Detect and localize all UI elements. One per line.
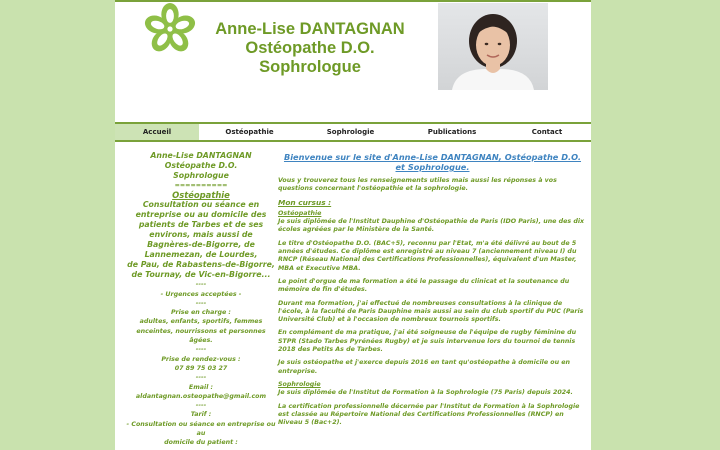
site-heading <box>207 20 413 77</box>
paragraph: Le point d'orgue de ma formation a été le passage du clinicat et la soutenance du mémoire de fin d'études. <box>278 277 570 294</box>
profile-photo <box>438 3 548 90</box>
sidebar-osteo-heading: Ostéopathie <box>172 190 230 201</box>
paragraph: Le titre d'Ostéopathe D.O. (BAC+5), reconnu par l'Etat, m'a été délivré au bout de 5 années d'études. Ce diplôme est enregistré au niveau 7 (anciennement niveau I) du RNCP (Réseau National des Certifications Professionnelles), équivalent d'un Master, MBA et Executive MBA. <box>278 239 577 272</box>
sidebar-osteo-line: de Pau, de Rabastens-de-Bigorre, <box>127 260 275 270</box>
sophro-heading: Sophrologie <box>278 380 321 388</box>
sidebar-osteo-line: entreprise ou au domicile des <box>135 210 267 220</box>
sidebar-title-sophro: Sophrologue <box>173 171 229 180</box>
heading-title-sophro: Sophrologue <box>259 58 361 76</box>
sidebar-email-link[interactable]: aldantagnan.osteopathe@gmail.com <box>135 392 267 400</box>
sidebar-email-label: Email : <box>188 383 214 391</box>
paragraph: Je suis diplômée de l'Institut Dauphine d'Ostéopathie de Paris (IDO Paris), une des dix écoles agréées par le Ministère de la Santé. <box>278 218 585 234</box>
sidebar-tarif-label: Tarif : <box>190 411 212 419</box>
top-border <box>115 0 591 2</box>
welcome-title: Bienvenue sur le site d'Anne-Lise DANTAGNAN, Ostéopathe D.O. et Sophrologue. <box>283 152 582 172</box>
sidebar-prise-label: Prise en charge : <box>171 309 231 317</box>
paragraph: Je suis diplômée de l'Institut de Formation à la Sophrologie (75 Paris) depuis 2024. <box>278 389 573 397</box>
sidebar-osteo-line: Consultation ou séance en <box>142 200 260 210</box>
sidebar <box>125 151 277 448</box>
sidebar-tarif-line: - Consultation ou séance en entreprise ou au <box>126 420 276 438</box>
page-container <box>115 0 591 450</box>
sidebar-osteo-line: Bagnères-de-Bigorre, de <box>147 240 255 250</box>
sidebar-name: Anne-Lise DANTAGNAN <box>150 151 252 160</box>
nav-publications[interactable]: Publications <box>427 128 477 136</box>
sidebar-title-osteo: Ostéopathe D.O. <box>164 161 238 170</box>
separator: ========== <box>174 182 228 189</box>
sidebar-prise-line: âgées. <box>189 337 213 345</box>
heading-title-osteo: Ostéopathe D.O. <box>245 39 375 57</box>
main-content <box>278 152 587 432</box>
nav-osteopathie[interactable]: Ostéopathie <box>225 128 274 136</box>
heading-name: Anne-Lise DANTAGNAN <box>215 20 405 38</box>
separator: ---- <box>195 299 207 307</box>
separator: ---- <box>195 402 207 410</box>
intro-paragraph: Vous y trouverez tous les renseignements utiles mais aussi les réponses à vos questions concernant l'ostéopathie et la sophrologie. <box>278 177 557 193</box>
sidebar-osteo-line: patients de Tarbes et de ses <box>138 220 264 230</box>
separator: ---- <box>195 374 207 382</box>
sidebar-phone[interactable]: 07 89 75 03 27 <box>174 364 228 372</box>
separator: ---- <box>195 281 207 289</box>
nav-accueil[interactable]: Accueil <box>115 124 199 140</box>
cursus-heading: Mon cursus : <box>278 197 332 207</box>
main-nav <box>115 122 591 142</box>
sidebar-osteo-line: de Tournay, de Vic-en-Bigorre... <box>131 270 271 280</box>
sidebar-rdv-label: Prise de rendez-vous : <box>161 355 241 363</box>
separator: ---- <box>195 346 207 354</box>
osteo-heading: Ostéopathie <box>278 209 322 217</box>
sidebar-osteo-line: Lannemezan, de Lourdes, <box>144 250 258 260</box>
sidebar-tarif-line: domicile du patient : <box>164 439 238 447</box>
paragraph: En complément de ma pratique, j'ai été soigneuse de l'équipe de rugby féminine du STPR (Stado Tarbes Pyrénées Rugby) et je suis intervenue lors du tournoi de tennis 2018 des Petits As de Tarbes. <box>278 329 577 354</box>
paragraph: Je suis ostéopathe et j'exerce depuis 2016 en tant qu'ostéopathe à domicile ou en entreprise. <box>278 359 571 375</box>
paragraph: La certification professionnelle décernée par l'Institut de Formation à la Sophrologie est classée au Répertoire National des Certifications Professionnelles (RNCP) en Niveau 5 (Bac+2). <box>278 402 580 427</box>
nav-sophrologie[interactable]: Sophrologie <box>326 128 375 136</box>
sidebar-osteo-line: environs, mais aussi de <box>149 230 253 240</box>
sidebar-prise-line: enceintes, nourrissons et personnes <box>136 327 266 335</box>
sidebar-urgences: - Urgences acceptées - <box>160 290 242 298</box>
sidebar-prise-line: adultes, enfants, sportifs, femmes <box>139 318 263 326</box>
nav-contact[interactable]: Contact <box>531 128 563 136</box>
paragraph: Durant ma formation, j'ai effectué de nombreuses consultations à la clinique de l'école, à la faculté de Paris Dauphine mais aussi au sein du club sportif du PUC (Paris Université Club) et à l'occasion de nombreux tournois sportifs. <box>278 299 584 324</box>
flower-logo-icon <box>143 3 197 55</box>
